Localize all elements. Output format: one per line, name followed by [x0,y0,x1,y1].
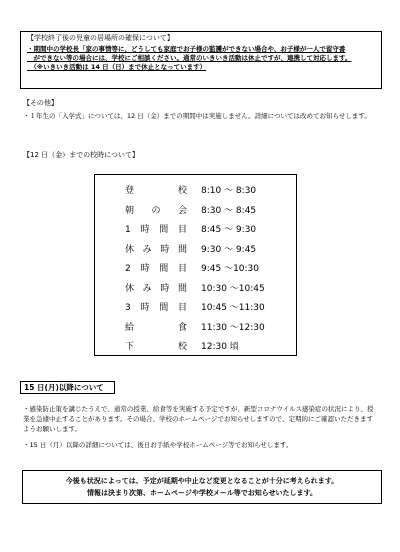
schedule-table [125,180,265,356]
schedule-time: 8:30 〜 8:45 [201,205,257,216]
schedule-time: 10:30 〜10:45 [201,283,265,294]
schedule-period-label: 2時間目 [125,264,187,275]
schedule-time: 9:45 〜10:30 [201,264,260,275]
schedule-row [125,200,265,220]
schedule-period-label: 給 食 [125,322,187,333]
schedule-row [125,278,265,298]
schedule-period-label: 1時間目 [125,225,187,236]
schedule-period-label: 休み時間 [125,283,187,294]
schedule-time: 9:30 〜 9:45 [201,244,257,255]
childcare-notice-box [20,31,382,89]
schedule-time: 12:30 頃 [201,342,239,353]
schedule-period-label: 下 校 [125,342,187,353]
notice-line-1: 今後も状況によっては、予定が延期や中止など変更となることが十分に考えられます。 [65,477,339,485]
other-text: ・１年生の「入学式」については、12 日（金）までの期間中は実施しません。詳細については改めてお知らせします。 [23,112,371,120]
schedule-heading: 【12 日（金）までの校時について】 [23,151,139,159]
schedule-row [125,219,265,239]
childcare-heading: 【学校終了後の児童の居場所の確保について】 [27,34,174,42]
schedule-period-label: 休み時間 [125,244,187,255]
schedule-row [125,336,265,356]
schedule-row [125,239,265,259]
schedule-period-label: 3時間目 [125,303,187,314]
childcare-line-3: （※いきいき活動は 14 日（日）まで休止となっています） [27,63,207,71]
schedule-box [94,174,297,356]
after-15th-paragraph-1: ・感染防止策を講じたうえで、通常の授業、給食等を実施する予定ですが、新型コロナウイルス感染症の状況により、授業を急遽中止することがあります。その場合、学校のホームページでお知らせしますので、定期的にご確認いただきますようお願いします。 [23,405,374,433]
important-notice-box [22,470,382,504]
schedule-row [125,258,265,278]
after-15th-paragraph-2: ・15 日（月）以降の詳細については、後日お手紙や学校ホームページ等でお知らせします。 [23,441,293,449]
schedule-row [125,180,265,200]
schedule-time: 8:45 〜 9:30 [201,225,257,236]
after-15th-heading: 15 日(月)以降について [20,381,115,394]
notice-line-2: 情報は決まり次第、ホームページや学校メール等でお知らせいたします。 [87,489,317,497]
schedule-time: 11:30 〜12:30 [201,322,265,333]
schedule-row [125,297,265,317]
schedule-time: 8:10 〜 8:30 [201,186,257,197]
schedule-period-label: 朝の会 [125,205,187,216]
schedule-time: 10:45 〜11:30 [201,303,265,314]
other-heading: 【その他】 [23,99,58,107]
childcare-line-1: ・期間中の学校長「家の事情等に、どうしても家庭でお子様の監護ができない場合や、お子様が一人で留守番 [27,45,346,53]
schedule-period-label: 登 校 [125,186,187,197]
schedule-row [125,317,265,337]
childcare-line-2: ができない等の場合には、学校にご相談ください。通常のいきいき活動は休止ですが、連携して対応します。 [27,54,352,62]
